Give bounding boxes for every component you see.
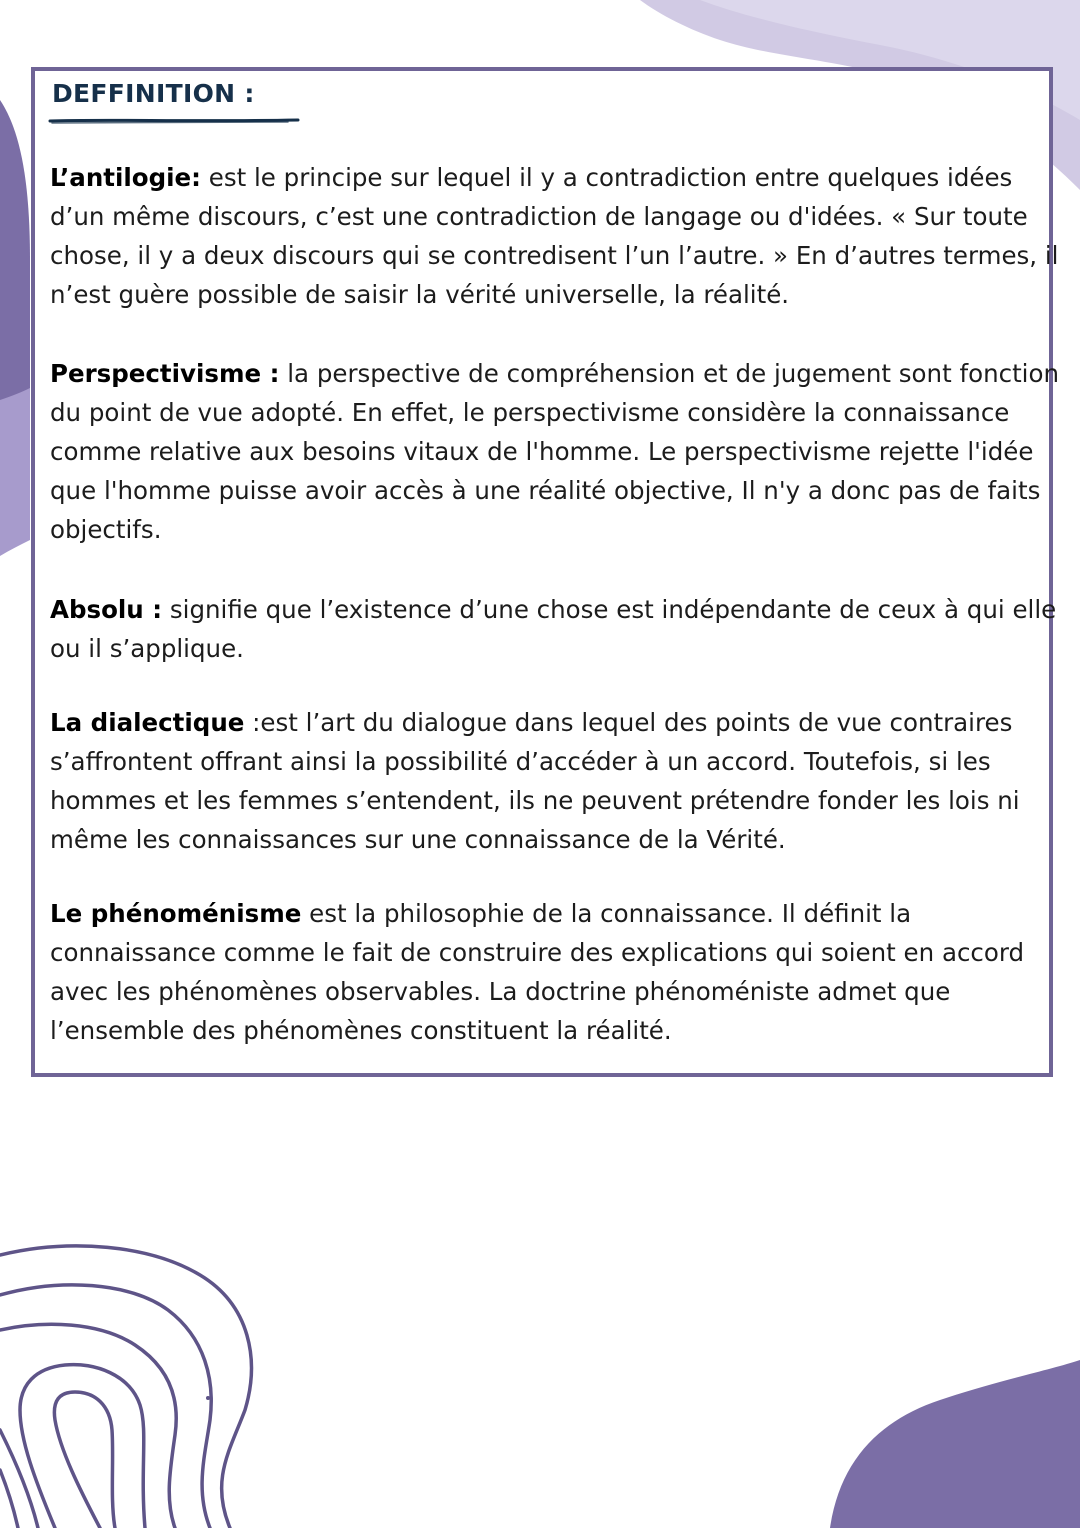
definition-term: Perspectivisme : (50, 359, 280, 388)
definition-line: même les connaissances sur une connaissance de la Vérité. (50, 825, 786, 854)
definition-dialectique (50, 703, 1050, 859)
definition-line: n’est guère possible de saisir la vérité universelle, la réalité. (50, 280, 790, 309)
definition-line (50, 158, 1050, 197)
definition-text: signifie que l’existence d’une chose est indépendante de ceux à qui elle (162, 595, 1057, 624)
definition-absolu (50, 590, 1057, 668)
definition-phenomenisme (50, 894, 1050, 1050)
contour-dot (206, 1396, 210, 1400)
definition-term: Absolu : (50, 595, 163, 624)
definition-term: Le phénoménisme (50, 899, 302, 928)
definition-line: objectifs. (50, 515, 162, 544)
definition-line: que l'homme puisse avoir accès à une réalité objective, Il n'y a donc pas de faits (50, 476, 1041, 505)
definition-line: du point de vue adopté. En effet, le perspectivisme considère la connaissance (50, 398, 1010, 427)
page-heading: DEFFINITION : (52, 79, 255, 108)
definition-card (31, 67, 1060, 1077)
definition-line (50, 894, 1050, 933)
definition-text: :est l’art du dialogue dans lequel des points de vue contraires (244, 708, 1013, 737)
left-edge-dark-shape (0, 100, 30, 418)
bottom-right-blob (830, 1360, 1080, 1528)
contour-line-art (0, 1246, 251, 1528)
definition-line (50, 354, 1060, 393)
definition-line: comme relative aux besoins vitaux de l'homme. Le perspectivisme rejette l'idée (50, 437, 1034, 466)
definition-line: ou il s’applique. (50, 634, 244, 663)
definition-perspectivisme (50, 354, 1060, 549)
definition-line: avec les phénomènes observables. La doctrine phénoméniste admet que (50, 977, 951, 1006)
definition-line: chose, il y a deux discours qui se contredisent l’un l’autre. » En d’autres termes, il (50, 241, 1059, 270)
definition-line (50, 703, 1050, 742)
definition-line (50, 590, 1057, 629)
definition-antilogie (50, 158, 1059, 314)
definition-text: est le principe sur lequel il y a contradiction entre quelques idées (200, 163, 1013, 192)
definition-text: la perspective de compréhension et de jugement sont fonction (279, 359, 1060, 388)
definition-term: L’antilogie: (50, 163, 201, 192)
definition-line: l’ensemble des phénomènes constituent la réalité. (50, 1016, 672, 1045)
definition-line: connaissance comme le fait de construire des explications qui soient en accord (50, 938, 1025, 967)
definition-line: s’affrontent offrant ainsi la possibilité d’accéder à un accord. Toutefois, si les (50, 747, 991, 776)
definition-text: est la philosophie de la connaissance. Il définit la (301, 899, 912, 928)
left-edge-light-shape (0, 388, 30, 556)
definition-term: La dialectique (50, 708, 245, 737)
heading-underline (48, 116, 300, 126)
definition-line: d’un même discours, c’est une contradiction de langage ou d'idées. « Sur toute (50, 202, 1028, 231)
definition-line: hommes et les femmes s’entendent, ils ne peuvent prétendre fonder les lois ni (50, 786, 1020, 815)
